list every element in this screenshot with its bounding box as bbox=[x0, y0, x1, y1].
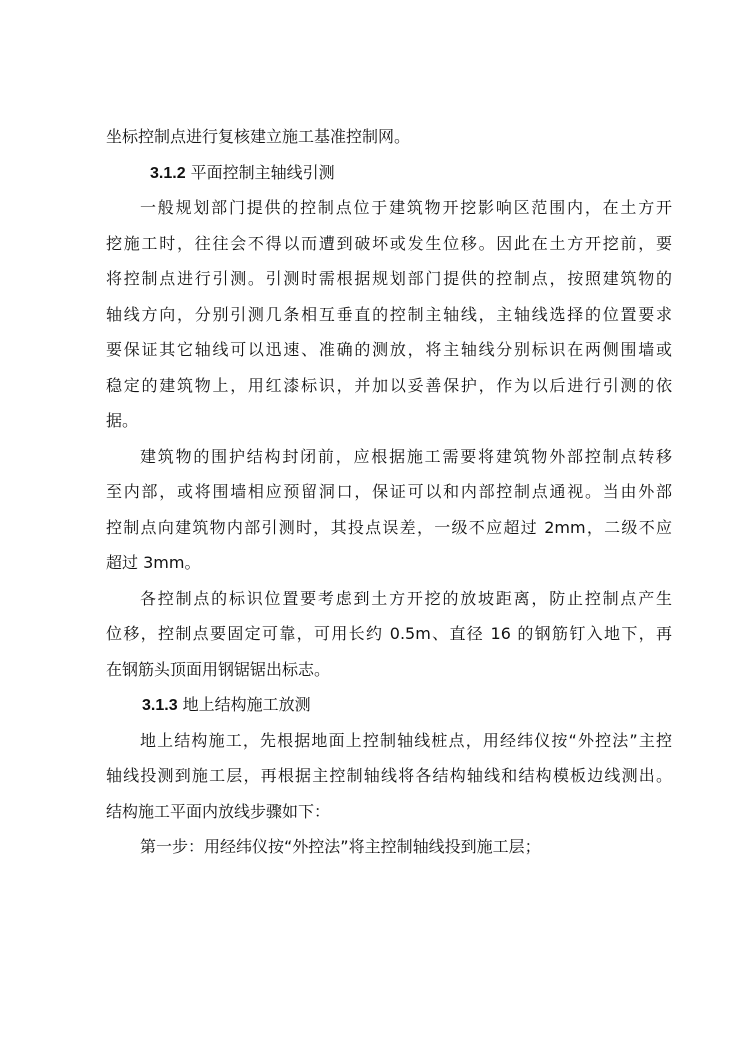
paragraph-line: 将控制点进行引测。引测时需根据规划部门提供的控制点，按照建筑物的 bbox=[106, 269, 672, 288]
paragraph-line: 一般规划部门提供的控制点位于建筑物开挖影响区范围内，在土方开 bbox=[140, 198, 672, 217]
paragraph-line: 第一步：用经纬仪按“外控法”将主控制轴线投到施工层； bbox=[140, 837, 541, 856]
paragraph-line: 轴线方向，分别引测几条相互垂直的控制主轴线，主轴线选择的位置要求 bbox=[106, 304, 672, 324]
paragraph-line: 位移，控制点要固定可靠，可用长约 0.5m、直径 16 的钢筋钉入地下，再 bbox=[106, 624, 672, 643]
paragraph-line: 稳定的建筑物上，用红漆标识，并加以妥善保护，作为以后进行引测的依 bbox=[106, 375, 672, 395]
paragraph-line: 要保证其它轴线可以迅速、准确的测放，将主轴线分别标识在两侧围墙或 bbox=[106, 340, 672, 359]
paragraph-line: 据。 bbox=[106, 411, 139, 430]
section-heading-3-1-2 bbox=[106, 155, 672, 191]
paragraph-line: 结构施工平面内放线步骤如下： bbox=[106, 801, 331, 821]
paragraph-line: 各控制点的标识位置要考虑到土方开挖的放坡距离，防止控制点产生 bbox=[140, 588, 672, 608]
paragraph-line: 挖施工时，往往会不得以而遭到破坏或发生位移。因此在土方开挖前，要 bbox=[106, 233, 672, 253]
paragraph-line: 超过 3mm。 bbox=[106, 553, 201, 572]
section-title: 平面控制主轴线引测 bbox=[185, 162, 335, 182]
section-title: 地上结构施工放测 bbox=[177, 695, 311, 714]
section-number: 3.1.3 bbox=[142, 697, 178, 714]
section-number: 3.1.2 bbox=[150, 164, 186, 182]
section-heading-3-1-3 bbox=[106, 687, 672, 723]
paragraph-line: 在钢筋头顶面用钢锯锯出标志。 bbox=[106, 659, 331, 679]
paragraph-line: 坐标控制点进行复核建立施工基准控制网。 bbox=[106, 127, 411, 146]
paragraph-line: 轴线投测到施工层，再根据主控制轴线将各结构轴线和结构模板边线测出。 bbox=[106, 766, 672, 785]
paragraph-line: 控制点向建筑物内部引测时，其投点误差，一级不应超过 2mm，二级不应 bbox=[106, 517, 672, 537]
paragraph-line: 建筑物的围护结构封闭前，应根据施工需要将建筑物外部控制点转移 bbox=[140, 446, 672, 466]
paragraph-line: 至内部，或将围墙相应预留洞口，保证可以和内部控制点通视。当由外部 bbox=[106, 482, 672, 501]
document-body bbox=[106, 119, 672, 865]
paragraph-line: 地上结构施工，先根据地面上控制轴线桩点，用经纬仪按“外控法”主控 bbox=[140, 730, 672, 750]
